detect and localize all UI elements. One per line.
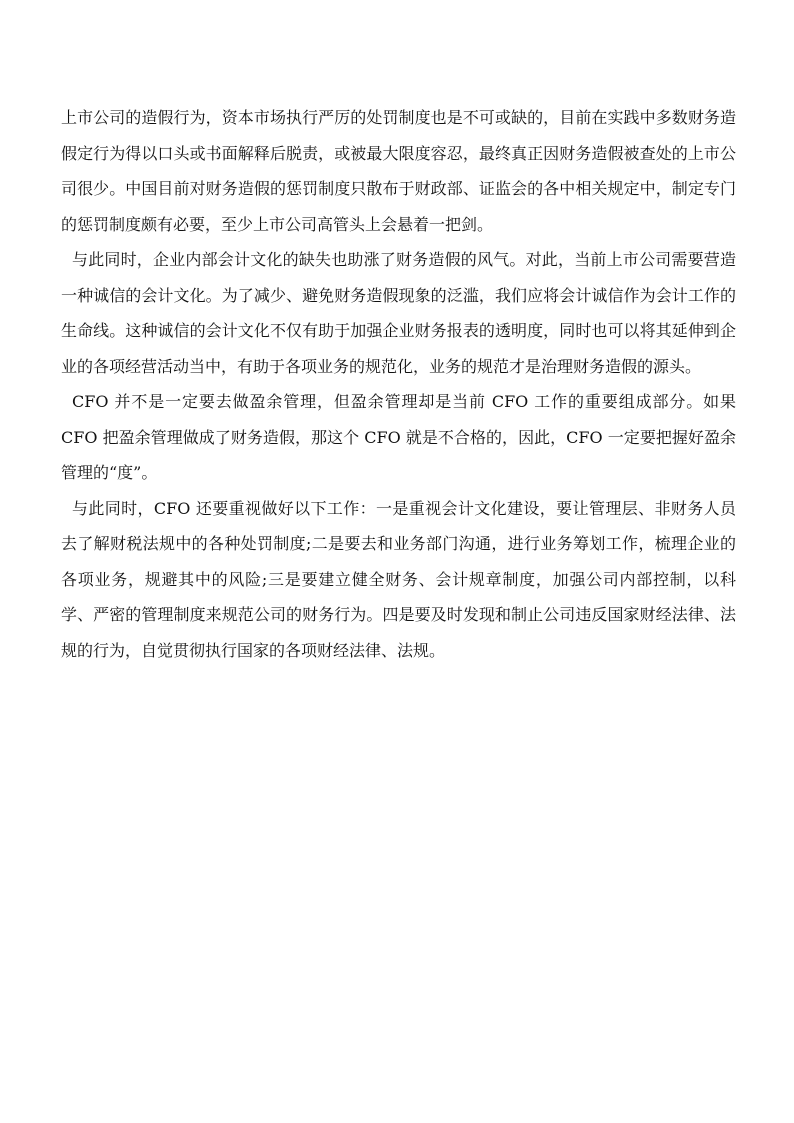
paragraph-4: 与此同时，CFO 还要重视做好以下工作：一是重视会计文化建设，要让管理层、非财务人员去了解财税法规中的各种处罚制度;二是要去和业务部门沟通，进行业务筹划工作，梳理企业的各项业务，规避其中的风险;三是要建立健全财务、会计规章制度，加强公司内部控制，以科学、严密的管理制度来规范公司的财务行为。四是要及时发现和制止公司违反国家财经法律、法规的行为，自觉贯彻执行国家的各项财经法律、法规。 [61, 498, 736, 660]
document-body [61, 100, 736, 668]
paragraph-3: CFO 并不是一定要去做盈余管理，但盈余管理却是当前 CFO 工作的重要组成部分。如果 CFO 把盈余管理做成了财务造假，那这个 CFO 就是不合格的，因此，CFO 一定要把握好盈余管理的“度”。 [61, 392, 736, 482]
paragraph-1: 上市公司的造假行为，资本市场执行严厉的处罚制度也是不可或缺的，目前在实践中多数财务造假定行为得以口头或书面解释后脱责，或被最大限度容忍，最终真正因财务造假被查处的上市公司很少。中国目前对财务造假的惩罚制度只散布于财政部、证监会的各中相关规定中，制定专门的惩罚制度颇有必要，至少上市公司高管头上会悬着一把剑。 [61, 108, 736, 234]
paragraph-2: 与此同时，企业内部会计文化的缺失也助涨了财务造假的风气。对此，当前上市公司需要营造一种诚信的会计文化。为了减少、避免财务造假现象的泛滥，我们应将会计诚信作为会计工作的生命线。这种诚信的会计文化不仅有助于加强企业财务报表的透明度，同时也可以将其延伸到企业的各项经营活动当中，有助于各项业务的规范化，业务的规范才是治理财务造假的源头。 [61, 250, 736, 376]
